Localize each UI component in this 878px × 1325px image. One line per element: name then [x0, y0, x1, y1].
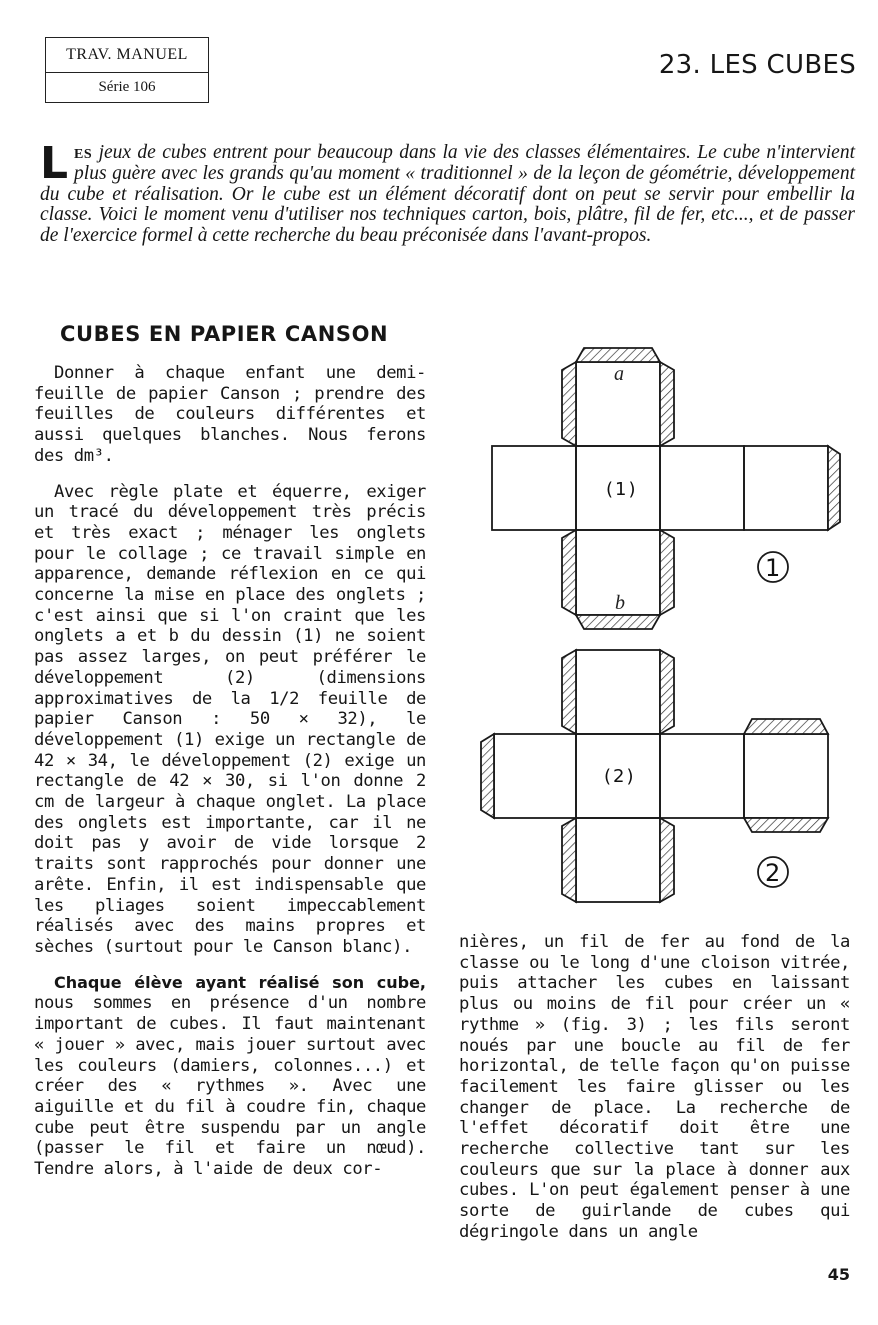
net2-tab-top-left	[562, 650, 576, 734]
page-number: 45	[827, 1265, 850, 1284]
left-column	[34, 363, 426, 1180]
net1-tab-top-right	[660, 362, 674, 446]
net1-face-far-right	[744, 446, 828, 530]
continuation-paragraph: nières, un fil de fer au fond de la classe ou le long d'une cloison vitrée, puis attacher les cubes en laissant plus ou moins de fil pour créer un « rythme » (fig. 3) ; les fils seront noués par une boucle au fil de fer horizontal, de telle façon qu'on puisse facilement les faire glisser ou les changer de place. La recherche de l'effet décoratif doit être une recherche collective tant sur les couleurs que sur la place à donner aux cubes. L'on peut également penser à une sorte de guirlande de cubes qui dégringole dans un angle	[459, 932, 850, 1242]
page-title: 23. LES CUBES	[658, 50, 856, 80]
figure-1-number: 1	[765, 554, 781, 582]
net2-tab-left	[481, 734, 494, 818]
paragraph-3-lead: Chaque élève ayant réalisé son cube,	[54, 972, 426, 992]
net1-tab-top-left	[562, 362, 576, 446]
net2-tab-top-right	[660, 650, 674, 734]
net2-face-top	[576, 650, 660, 734]
section-heading: CUBES EN PAPIER CANSON	[60, 322, 389, 346]
series-number: Série 106	[98, 79, 156, 95]
figure-2-number: 2	[765, 859, 781, 887]
tab-b-label: b	[615, 592, 625, 614]
cube-net-1	[492, 348, 840, 629]
figure-1-center-label: (1)	[606, 479, 638, 500]
net2-face-right	[660, 734, 744, 818]
right-column	[459, 932, 850, 1243]
net1-tab-bottom-left	[562, 530, 576, 615]
net2-tab-bottom-left	[562, 818, 576, 902]
figure-2-center-label: (2)	[604, 766, 636, 787]
paragraph-3-text: nous sommes en présence d'un nombre important de cubes. Il faut maintenant « jouer » avec, mais jouer surtout avec les couleurs (damiers, colonnes...) et créer des « rythmes ». Avec une aiguille et du fil à coudre fin, chaque cube peut être suspendu par un angle (passer le fil et faire un nœud). Tendre alors, à l'aide de deux cor-	[34, 993, 426, 1180]
paragraph-1: Donner à chaque enfant une demi-feuille de papier Canson ; prendre des feuilles de couleurs différentes et aussi quelques blanches. Nous ferons des dm³.	[34, 363, 426, 466]
paragraph-3	[34, 973, 426, 1180]
net2-tab-far-right-top	[744, 719, 828, 734]
intro-text: jeux de cubes entrent pour beaucoup dans la vie des classes élémentaires. Le cube n'intervient plus guère avec les grands qu'au moment « traditionnel » de la leçon de géométrie, développement du cube et réalisation. Or le cube est un élément décoratif dont on peut se servir pour embellir la classe. Voici le moment venu d'utiliser nos techniques carton, bois, plâtre, fil de fer, etc..., et de passer de l'exercice formel à cette recherche du beau préconisée dans l'avant-propos.	[40, 142, 856, 247]
net2-face-left	[494, 734, 576, 818]
net1-tab-bottom	[576, 615, 660, 629]
net2-tab-bottom-right	[660, 818, 674, 902]
paragraph-2: Avec règle plate et équerre, exiger un tracé du développement très précis et très exact ; ménager les onglets pour le collage ; ce travail simple en apparence, demande réflexion en ce qui concerne la mise en place des onglets ; c'est ainsi que si l'on craint que les onglets a et b du dessin (1) ne soient pas assez larges, on peut préférer le développement (2) (dimensions approximatives de la 1/2 feuille de papier Canson : 50 × 32), le développement (1) exige un rectangle de 42 × 34, le développement (2) exige un rectangle de 42 × 30, si l'on donne 2 cm de largeur à chaque onglet. La place des onglets est importante, car il ne doit pas y avoir de vide lorsque 2 traits sont rapprochés pour donner une arête. Enfin, il est indispensable que les pliages soient impeccablement réalisés avec des mains propres et sèches (surtout pour le Canson blanc).	[34, 481, 426, 957]
series-label-box	[45, 37, 209, 103]
subject-label: TRAV. MANUEL	[46, 38, 208, 73]
net2-tab-far-right-bottom	[744, 818, 828, 832]
net1-face-left	[492, 446, 576, 530]
net1-tab-top	[576, 348, 660, 362]
net1-tab-far-right	[828, 446, 840, 530]
net1-tab-bottom-right	[660, 530, 674, 615]
intro-first-word: es	[74, 142, 93, 163]
net1-face-right	[660, 446, 744, 530]
intro-paragraph	[40, 138, 856, 247]
net2-face-bottom	[576, 818, 660, 902]
tab-a-label: a	[614, 363, 624, 385]
drop-cap: L	[40, 138, 69, 189]
net2-face-far-right	[744, 734, 828, 818]
cube-nets-figure	[470, 340, 865, 905]
